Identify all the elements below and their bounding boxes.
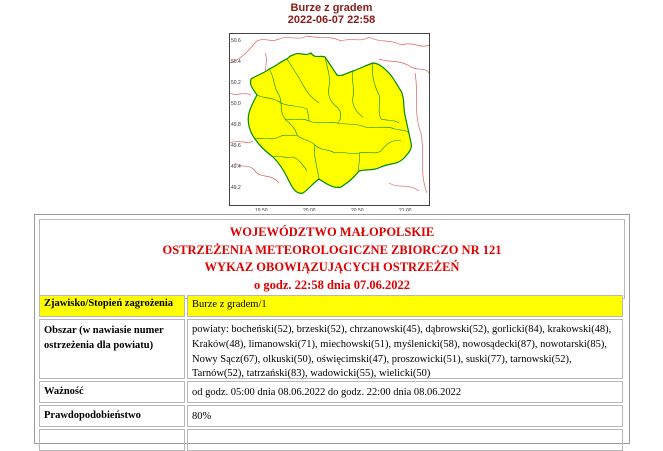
bulletin-issue-time: o godz. 22:58 dnia 07.06.2022 (254, 277, 410, 292)
validity-label: Ważność (39, 381, 185, 403)
warning-title: Burze z gradem (290, 2, 373, 14)
map-x-tick: 20.50 (351, 208, 364, 211)
area-value: powiaty: bocheński(52), brzeski(52), chrzanowski(45), dąbrowski(52), gorlicki(84), krakowski(48), Kraków(48), limanowski(71), miechowski(51), myślenicki(58), nowosądecki(87), nowotarski(85), Nowy Sącz(67), olkuski(50), oświęcimski(47), proszowicki(51), suski(77), tarnowski(52), Tarnów(52), tatrzański(83), wadowicki(55), wielicki(50) (187, 319, 623, 379)
region-map-svg (229, 33, 430, 211)
bulletin-title-block (39, 219, 625, 299)
map-y-tick: 49.6 (231, 143, 241, 149)
probability-label: Prawdopodobieństwo (39, 405, 185, 427)
map-y-tick: 50.4 (231, 59, 241, 65)
next-row-value (187, 429, 623, 451)
phenomenon-label: Zjawisko/Stopień zagrożenia (39, 295, 185, 317)
area-label: Obszar (w nawiasie numer ostrzeżenia dla powiatu) (39, 319, 185, 379)
map-x-tick: 19.50 (255, 208, 268, 211)
bulletin-list-heading: WYKAZ OBOWIĄZUJĄCYCH OSTRZEŻEŃ (204, 260, 460, 274)
map-y-tick: 49.8 (231, 122, 241, 128)
validity-value: od godz. 05:00 dnia 08.06.2022 do godz. 22:00 dnia 08.06.2022 (187, 381, 623, 403)
map-y-tick: 50.0 (231, 101, 241, 107)
region-map (229, 33, 430, 211)
map-y-tick: 50.6 (231, 38, 241, 44)
warning-table (34, 214, 630, 444)
map-x-tick: 20.00 (303, 208, 316, 211)
warning-datetime: 2022-06-07 22:58 (287, 14, 376, 26)
next-row-label (39, 429, 185, 451)
map-x-tick: 21.00 (399, 208, 412, 211)
bulletin-voivodeship: WOJEWÓDZTWO MAŁOPOLSKIE (229, 225, 435, 239)
probability-value: 80% (187, 405, 623, 427)
phenomenon-value: Burze z gradem/1 (187, 295, 623, 317)
bulletin-number: OSTRZEŻENIA METEOROLOGICZNE ZBIORCZO NR 121 (162, 242, 502, 257)
map-y-tick: 49.4 (231, 164, 241, 170)
map-y-tick: 50.2 (231, 80, 241, 86)
map-y-tick: 49.2 (231, 185, 241, 191)
